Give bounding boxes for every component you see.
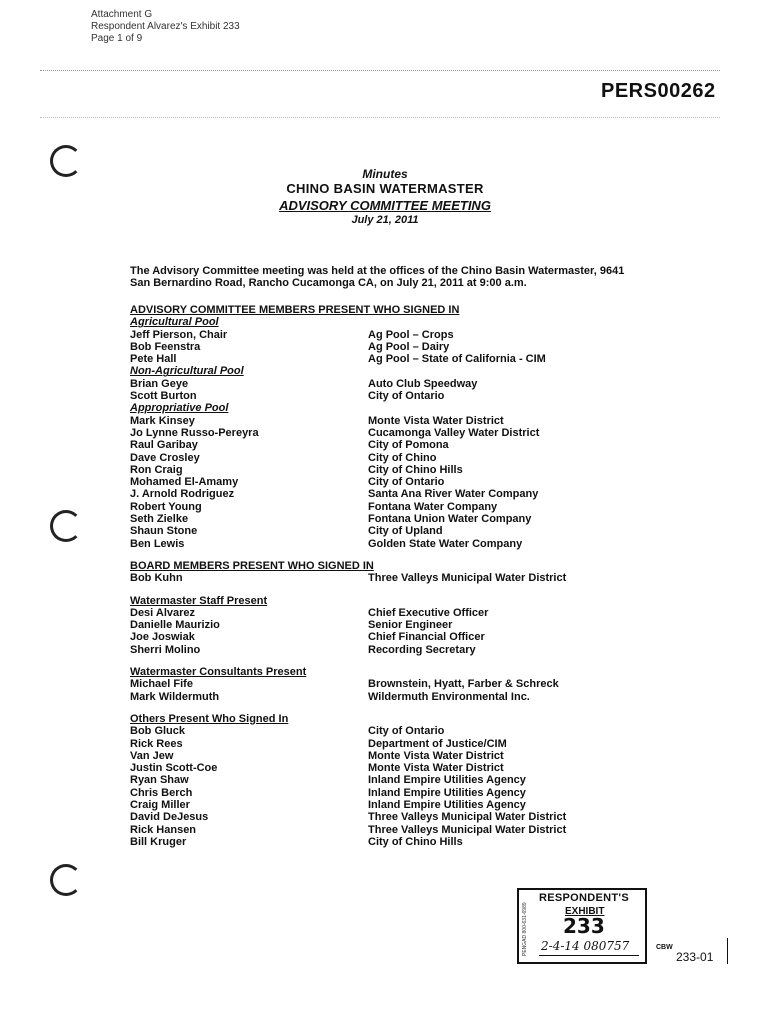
stamp-title: RESPONDENT'S xyxy=(539,892,629,904)
attendee-name: Rick Rees xyxy=(130,737,183,750)
attendee-row xyxy=(130,799,650,811)
exhibit-label: Respondent Alvarez's Exhibit 233 xyxy=(91,21,240,32)
attendee-name: David DeJesus xyxy=(130,811,209,824)
attendee-row xyxy=(130,341,650,353)
attendee-org: City of Chino Hills xyxy=(368,463,463,476)
attendee-org: Recording Secretary xyxy=(368,643,476,656)
attendee-name: Ron Craig xyxy=(130,463,183,476)
intro-paragraph: The Advisory Committee meeting was held at the offices of the Chino Basin Watermaster, 9641 San Bernardino Road, Rancho Cucamonga CA, on July 21, 2011 at 9:00 a.m. xyxy=(130,265,625,289)
stamp-label: EXHIBIT xyxy=(565,906,605,917)
attendee-name: Mark Kinsey xyxy=(130,414,195,427)
attendee-org: City of Pomona xyxy=(368,439,449,452)
attendee-org: Ag Pool – State of California - CIM xyxy=(368,353,546,366)
scan-artifact-line xyxy=(40,70,720,71)
attendee-name: Bob Feenstra xyxy=(130,340,201,353)
attendee-name: Bill Kruger xyxy=(130,835,187,848)
punch-hole xyxy=(50,864,82,896)
attendee-name: Seth Zielke xyxy=(130,513,189,526)
section-heading: Watermaster Staff Present xyxy=(130,594,268,607)
stamp-side-text: PENGAD 800-631-6989 xyxy=(522,902,528,956)
attendee-row xyxy=(130,691,650,703)
attendee-row xyxy=(130,824,650,836)
attendee-row xyxy=(130,619,650,631)
attendee-name: Brian Geye xyxy=(130,377,189,390)
attendee-org: Ag Pool – Crops xyxy=(368,328,454,341)
attendee-row xyxy=(130,452,650,464)
attendee-row xyxy=(130,836,650,848)
attendee-row xyxy=(130,513,650,525)
exhibit-stamp xyxy=(517,888,647,964)
attendee-org: Brownstein, Hyatt, Farber & Schreck xyxy=(368,678,559,691)
punch-hole xyxy=(50,510,82,542)
attendee-name: Bob Gluck xyxy=(130,725,186,738)
attendee-row xyxy=(130,762,650,774)
section-heading: Others Present Who Signed In xyxy=(130,712,289,725)
exhibit-number: 233 xyxy=(563,914,605,938)
attendee-name: Craig Miller xyxy=(130,798,190,811)
attendee-name: Van Jew xyxy=(130,749,174,762)
attendee-name: Jo Lynne Russo-Pereyra xyxy=(130,426,259,439)
attendee-row xyxy=(130,525,650,537)
organization-name: CHINO BASIN WATERMASTER xyxy=(286,181,484,196)
pool-heading: Agricultural Pool xyxy=(130,316,219,329)
attendee-row xyxy=(130,644,650,656)
attendance-roster xyxy=(130,304,650,848)
attendee-row xyxy=(130,811,650,823)
attendee-org: Golden State Water Company xyxy=(368,537,523,550)
attendee-org: Three Valleys Municipal Water District xyxy=(368,572,567,585)
attendee-org: Monte Vista Water District xyxy=(368,414,504,427)
pool-heading: Non-Agricultural Pool xyxy=(130,365,244,378)
attendee-row xyxy=(130,488,650,500)
attendee-org: City of Ontario xyxy=(368,390,445,403)
section-heading: ADVISORY COMMITTEE MEMBERS PRESENT WHO SIGNED IN xyxy=(130,304,460,316)
meeting-title: ADVISORY COMMITTEE MEETING xyxy=(279,198,491,213)
attendee-org: Auto Club Speedway xyxy=(368,377,478,390)
attendee-org: City of Ontario xyxy=(368,476,445,489)
attendee-row xyxy=(130,415,650,427)
attendee-name: Jeff Pierson, Chair xyxy=(130,328,228,341)
attendee-name: Michael Fife xyxy=(130,678,193,691)
attendee-name: J. Arnold Rodriguez xyxy=(130,488,235,501)
attendee-org: Inland Empire Utilities Agency xyxy=(368,786,526,799)
attendee-row xyxy=(130,476,650,488)
attendee-org: City of Chino xyxy=(368,451,437,464)
attendee-name: Rick Hansen xyxy=(130,823,197,836)
footer-code: CBW xyxy=(656,944,673,951)
attendee-row xyxy=(130,750,650,762)
attendee-name: Mark Wildermuth xyxy=(130,690,220,703)
attendee-row xyxy=(130,329,650,341)
page-counter: Page 1 of 9 xyxy=(91,33,143,44)
attendee-row xyxy=(130,427,650,439)
attendee-name: Joe Joswiak xyxy=(130,631,195,644)
attendee-org: Monte Vista Water District xyxy=(368,749,504,762)
attendee-name: Shaun Stone xyxy=(130,525,198,538)
section-heading: Watermaster Consultants Present xyxy=(130,666,307,679)
attendee-org: City of Chino Hills xyxy=(368,835,463,848)
pool-heading: Appropriative Pool xyxy=(130,402,229,415)
attendee-name: Chris Berch xyxy=(130,786,193,799)
attendee-row xyxy=(130,774,650,786)
attendee-org: Department of Justice/CIM xyxy=(368,737,507,750)
attendee-org: City of Ontario xyxy=(368,725,445,738)
attendee-org: Monte Vista Water District xyxy=(368,762,504,775)
attendee-name: Robert Young xyxy=(130,500,202,513)
attachment-header xyxy=(91,9,240,45)
attendee-name: Justin Scott-Coe xyxy=(130,762,218,775)
attendee-org: Three Valleys Municipal Water District xyxy=(368,823,567,836)
attendee-org: Chief Executive Officer xyxy=(368,606,489,619)
stamp-underline xyxy=(539,955,639,956)
attendee-name: Ben Lewis xyxy=(130,537,185,550)
attendee-org: Santa Ana River Water Company xyxy=(368,488,539,501)
attendee-name: Scott Burton xyxy=(130,390,197,403)
attendee-name: Sherri Molino xyxy=(130,643,201,656)
attendee-org: Wildermuth Environmental Inc. xyxy=(368,690,530,703)
attendee-org: Inland Empire Utilities Agency xyxy=(368,798,526,811)
attendee-org: Fontana Water Company xyxy=(368,500,498,513)
doc-type-title: Minutes xyxy=(362,167,408,181)
attendee-row xyxy=(130,538,650,550)
attendee-row xyxy=(130,390,650,402)
stamp-handwriting: 2-4-14 080757 xyxy=(541,939,630,953)
attendee-row xyxy=(130,501,650,513)
attendee-row xyxy=(130,464,650,476)
attendee-name: Ryan Shaw xyxy=(130,774,189,787)
attendee-row xyxy=(130,607,650,619)
footer-page-number: 233-01 xyxy=(676,950,714,964)
attendee-name: Mohamed El-Amamy xyxy=(130,476,239,489)
attendee-row xyxy=(130,572,650,584)
attendee-org: Cucamonga Valley Water District xyxy=(368,426,540,439)
attendee-org: Senior Engineer xyxy=(368,619,453,632)
attendee-org: Ag Pool – Dairy xyxy=(368,340,450,353)
attendee-row xyxy=(130,725,650,737)
attendee-row xyxy=(130,738,650,750)
attachment-label: Attachment G xyxy=(91,9,153,20)
section-heading: BOARD MEMBERS PRESENT WHO SIGNED IN xyxy=(130,559,374,572)
attendee-org: Three Valleys Municipal Water District xyxy=(368,811,567,824)
attendee-row xyxy=(130,678,650,690)
attendee-org: Fontana Union Water Company xyxy=(368,513,532,526)
attendee-name: Raul Garibay xyxy=(130,439,198,452)
attendee-row xyxy=(130,787,650,799)
attendee-name: Bob Kuhn xyxy=(130,572,183,585)
meeting-date: July 21, 2011 xyxy=(351,214,419,226)
attendee-row xyxy=(130,439,650,451)
scan-artifact-line xyxy=(40,117,720,118)
attendee-name: Pete Hall xyxy=(130,353,177,366)
attendee-row xyxy=(130,353,650,365)
bates-number: PERS00262 xyxy=(601,80,716,102)
attendee-row xyxy=(130,378,650,390)
attendee-name: Danielle Maurizio xyxy=(130,619,220,632)
attendee-name: Dave Crosley xyxy=(130,451,200,464)
attendee-name: Desi Alvarez xyxy=(130,606,196,619)
footer-rule xyxy=(727,938,728,964)
attendee-row xyxy=(130,631,650,643)
attendee-org: Chief Financial Officer xyxy=(368,631,485,644)
attendee-org: City of Upland xyxy=(368,525,443,538)
attendee-org: Inland Empire Utilities Agency xyxy=(368,774,526,787)
